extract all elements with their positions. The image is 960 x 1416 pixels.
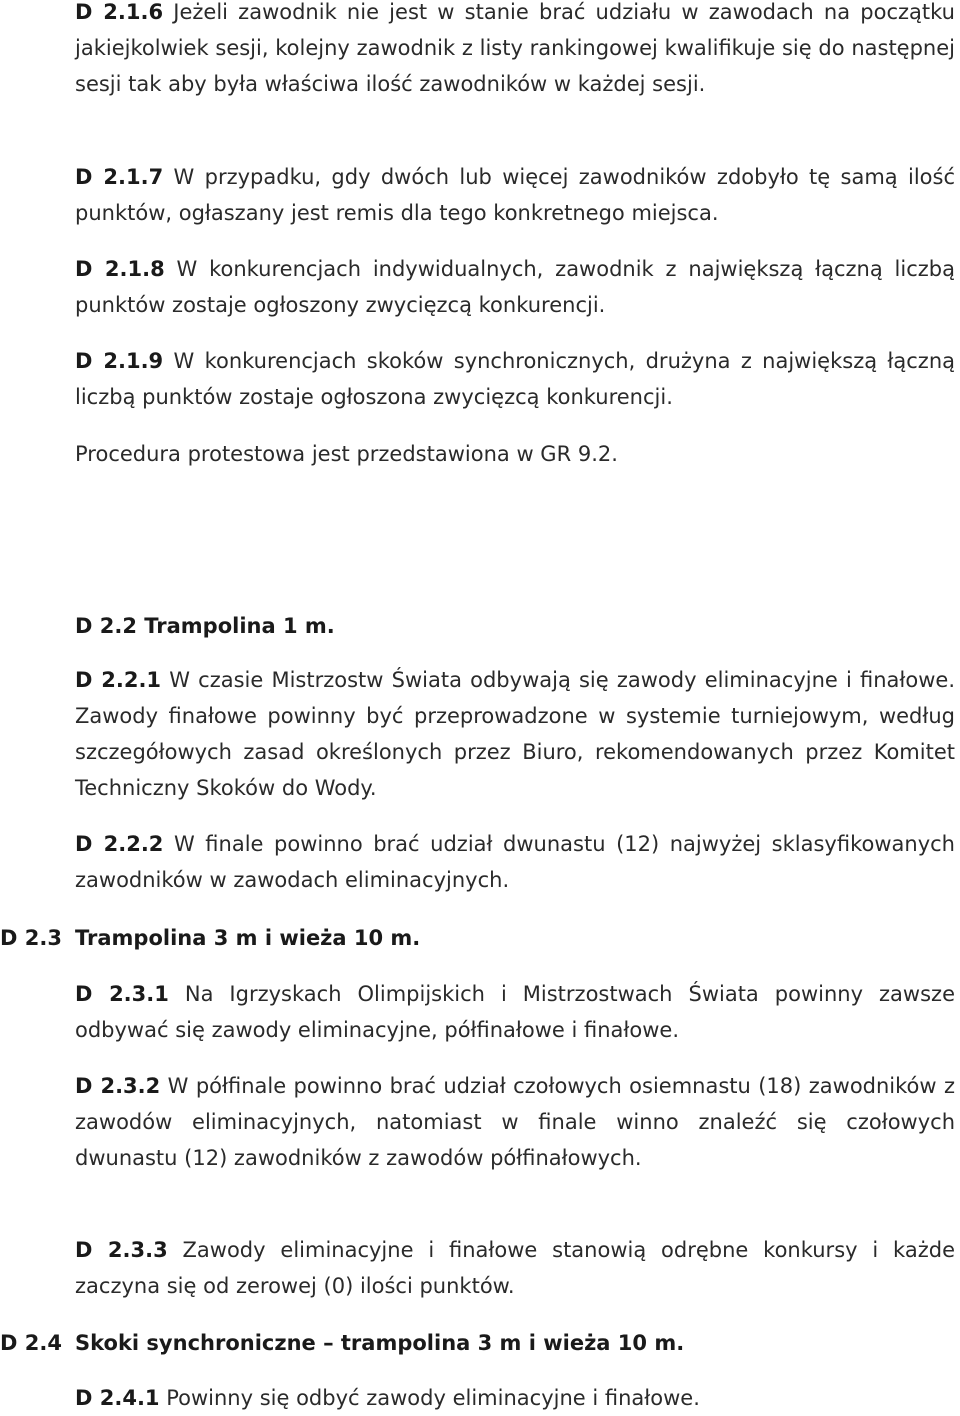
rule-number: D 2.3.3 <box>75 1238 168 1262</box>
rule-number: D 2.1.8 <box>75 257 165 281</box>
rule-number: D 2.3.2 <box>75 1074 161 1098</box>
paragraph-d232 <box>75 1068 955 1176</box>
rule-number: D 2.4.1 <box>75 1386 160 1410</box>
paragraph-d231 <box>75 976 955 1048</box>
rule-number: D 2.1.7 <box>75 165 164 189</box>
rule-text: Na Igrzyskach Olimpijskich i Mistrzostwach Świata powinny zawsze odbywać się zawody eliminacyjne, półfinałowe i finałowe. <box>75 982 955 1042</box>
heading-d23 <box>0 920 420 956</box>
rule-number: D 2.2.2 <box>75 832 164 856</box>
protest-text: Procedura protestowa jest przedstawiona w GR 9.2. <box>75 442 618 466</box>
rule-text: W przypadku, gdy dwóch lub więcej zawodników zdobyło tę samą ilość punktów, ogłaszany jest remis dla tego konkretnego miejsca. <box>75 165 955 225</box>
rule-number: D 2.1.9 <box>75 349 164 373</box>
heading-number: D 2.4 <box>0 1331 62 1355</box>
paragraph-d219 <box>75 343 955 415</box>
rule-text: Powinny się odbyć zawody eliminacyjne i finałowe. <box>159 1386 700 1410</box>
paragraph-d218 <box>75 251 955 323</box>
rule-text: Jeżeli zawodnik nie jest w stanie brać udziału w zawodach na początku jakiejkolwiek sesji, kolejny zawodnik z listy rankingowej kwalifikuje się do następnej sesji tak aby była właściwa ilość zawodników w każdej sesji. <box>75 0 955 96</box>
rule-text: Zawody eliminacyjne i finałowe stanowią odrębne konkursy i każde zaczyna się od zerowej (0) ilości punktów. <box>75 1238 955 1298</box>
paragraph-d217 <box>75 159 955 231</box>
rule-number: D 2.3.1 <box>75 982 169 1006</box>
heading-number: D 2.3 <box>0 926 62 950</box>
paragraph-d216 <box>75 0 955 102</box>
heading-d22: D 2.2 Trampolina 1 m. <box>75 614 335 638</box>
paragraph-d222 <box>75 826 955 898</box>
paragraph-d221 <box>75 662 955 806</box>
heading-d24 <box>0 1325 684 1361</box>
paragraph-d241 <box>75 1380 955 1416</box>
rule-text: W finale powinno brać udział dwunastu (12) najwyżej sklasyfikowanych zawodników w zawodach eliminacyjnych. <box>75 832 955 892</box>
paragraph-d233 <box>75 1232 955 1304</box>
rule-number: D 2.2.1 <box>75 668 162 692</box>
rule-text: W czasie Mistrzostw Świata odbywają się zawody eliminacyjne i finałowe. Zawody finałowe powinny być przeprowadzone w systemie turniejowym, według szczegółowych zasad określonych przez Biuro, rekomendowanych przez Komitet Techniczny Skoków do Wody. <box>75 668 955 800</box>
paragraph-protest <box>75 436 955 472</box>
rule-text: W półfinale powinno brać udział czołowych osiemnastu (18) zawodników z zawodów eliminacyjnych, natomiast w finale winno znaleźć się czołowych dwunastu (12) zawodników z zawodów półfinałowych. <box>75 1074 955 1170</box>
heading-title: Trampolina 3 m i wieża 10 m. <box>75 926 421 950</box>
heading-title: Skoki synchroniczne – trampolina 3 m i wieża 10 m. <box>75 1331 685 1355</box>
rule-text: W konkurencjach skoków synchronicznych, drużyna z największą łączną liczbą punktów zostaje ogłoszona zwycięzcą konkurencji. <box>75 349 955 409</box>
rule-number: D 2.1.6 <box>75 0 164 24</box>
rule-text: W konkurencjach indywidualnych, zawodnik z największą łączną liczbą punktów zostaje ogłoszony zwycięzcą konkurencji. <box>75 257 955 317</box>
